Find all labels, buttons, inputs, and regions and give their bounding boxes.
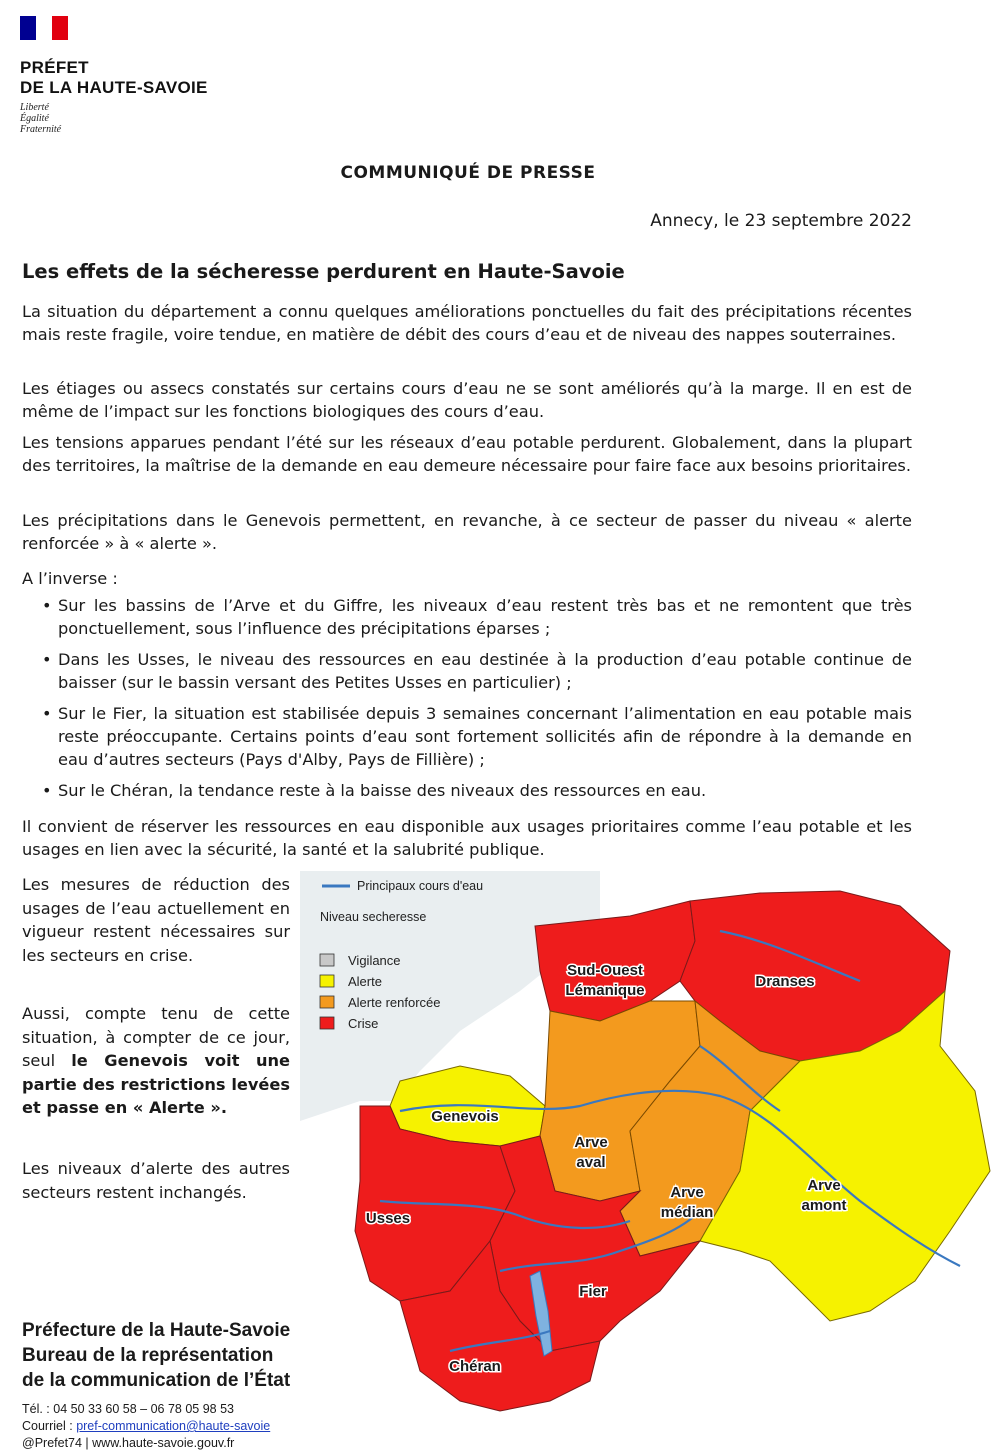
legend-label-alerte: Alerte: [348, 974, 382, 989]
zone-label-arve-median-1: Arve: [670, 1184, 704, 1201]
zone-label-dranses: Dranses: [755, 973, 815, 990]
paragraph-situation: La situation du département a connu quelques améliorations ponctuelles du fait des précipitations récentes mais reste fragile, voire tendue, en matière de débit des cours d’eau et de niveau des nappes souterraines.: [22, 302, 912, 344]
prefet-title-line2: DE LA HAUTE-SAVOIE: [20, 78, 208, 97]
paragraph-genevois: Les précipitations dans le Genevois permettent, en revanche, à ce secteur de passer du niveau « alerte renforcée » à « alerte ».: [22, 511, 912, 553]
bullet-usses: • Dans les Usses, le niveau des ressources en eau destinée à la production d’eau potable continue de baisser (sur le bassin versant des Petites Usses en particulier) ;: [22, 648, 912, 694]
side-paragraph-mesures: Les mesures de réduction des usages de l’eau actuellement en vigueur restent nécessaires sur les secteurs en crise.: [22, 875, 290, 965]
footer-social: @Prefet74 | www.haute-savoie.gouv.fr: [22, 1436, 235, 1450]
prefecture-logo: [20, 16, 250, 135]
bullet-arve-giffre: • Sur les bassins de l’Arve et du Giffre, les niveaux d’eau restent très bas et ne remontent que très ponctuellement, sous l’influence des précipitations éparses ;: [22, 594, 912, 640]
side-paragraph-genevois: [22, 1002, 290, 1120]
zone-label-arve-aval-1: Arve: [574, 1134, 608, 1151]
side-paragraph-genevois-bold: le Genevois voit une partie des restrictions levées et passe en « Alerte ».: [22, 1051, 291, 1117]
bullet-fier: • Sur le Fier, la situation est stabilisée depuis 3 semaines concernant l’alimentation en eau potable mais reste préoccupante. Certains points d’eau sont fortement sollicités afin de répondre à la demande en eau d’autres secteurs (Pays d'Alby, Pays de Fillière) ;: [22, 702, 912, 771]
devise-egalite: Égalité: [20, 113, 49, 124]
zone-label-cheran: Chéran: [449, 1358, 501, 1375]
sector-bullet-list: [22, 594, 912, 810]
press-release-title: Les effets de la sécheresse perdurent en Haute-Savoie: [22, 260, 625, 283]
side-paragraph-niveaux: Les niveaux d’alerte des autres secteurs restent inchangés.: [22, 1159, 290, 1202]
zone-label-genevois: Genevois: [431, 1108, 499, 1125]
footer-prefecture: Préfecture de la Haute-Savoie: [22, 1320, 291, 1341]
date-line: Annecy, le 23 septembre 2022: [650, 211, 912, 231]
paragraph-inverse: A l’inverse :: [22, 569, 118, 588]
paragraph-tensions: Les tensions apparues pendant l’été sur les réseaux d’eau potable perdurent. Globalement, dans la plupart des territoires, la maîtrise de la demande en eau demeure nécessaire pour faire face aux besoins prioritaires.: [22, 433, 912, 475]
legend-swatch-crise: [320, 1017, 334, 1029]
zone-label-arve-median-2: médian: [660, 1204, 714, 1221]
zone-label-arve-aval-2: aval: [576, 1154, 606, 1171]
drought-level-map: [300, 871, 1000, 1455]
legend-title: Niveau secheresse: [320, 910, 427, 924]
legend-label-crise: Crise: [348, 1016, 379, 1031]
zone-label-arve-amont-2: amont: [801, 1197, 847, 1214]
legend-swatch-vigilance: [320, 954, 334, 966]
devise-liberte: Liberté: [20, 102, 49, 113]
legend-swatch-alerte-renforcee: [320, 996, 334, 1008]
paragraph-conclusion: Il convient de réserver les ressources en eau disponible aux usages prioritaires comme l’eau potable et les usages en lien avec la sécurité, la santé et la salubrité publique.: [22, 817, 912, 859]
zone-label-usses: Usses: [365, 1210, 411, 1227]
footer-courriel: [22, 1418, 312, 1435]
footer-communication: de la communication de l’État: [22, 1370, 291, 1391]
zone-label-sud-ouest: Sud-Ouest: [567, 962, 643, 979]
legend-rivers-label: Principaux cours d'eau: [357, 879, 484, 893]
footer-telephone: Tél. : 04 50 33 60 58 – 06 78 05 98 53: [22, 1402, 234, 1416]
document-type: COMMUNIQUÉ DE PRESSE: [340, 163, 596, 183]
legend-label-alerte-renforcee: Alerte renforcée: [348, 995, 441, 1010]
bullet-cheran: • Sur le Chéran, la tendance reste à la baisse des niveaux des ressources en eau.: [22, 779, 912, 802]
footer-bureau: Bureau de la représentation: [22, 1345, 274, 1366]
zone-label-arve-amont-1: Arve: [807, 1177, 841, 1194]
republic-flag-icon: [20, 16, 68, 40]
zone-label-lemanique: Lémanique: [565, 982, 645, 999]
side-paragraph-genevois-text: Aussi, compte tenu de cette situation, à compter de ce jour, seul: [22, 1004, 290, 1070]
footer-courriel-link[interactable]: pref-communication@haute-savoie: [76, 1419, 271, 1433]
prefet-title-line1: PRÉFET: [20, 58, 89, 77]
paragraph-etiages: Les étiages ou assecs constatés sur certains cours d’eau ne se sont améliorés qu’à la marge. Il en est de même de l’impact sur les fonctions biologiques des cours d’eau.: [22, 379, 912, 421]
zone-label-fier: Fier: [579, 1283, 607, 1300]
footer-courriel-label: Courriel :: [22, 1419, 77, 1433]
devise-fraternite: Fraternité: [20, 124, 62, 135]
legend-swatch-alerte: [320, 975, 334, 987]
legend-label-vigilance: Vigilance: [348, 953, 401, 968]
